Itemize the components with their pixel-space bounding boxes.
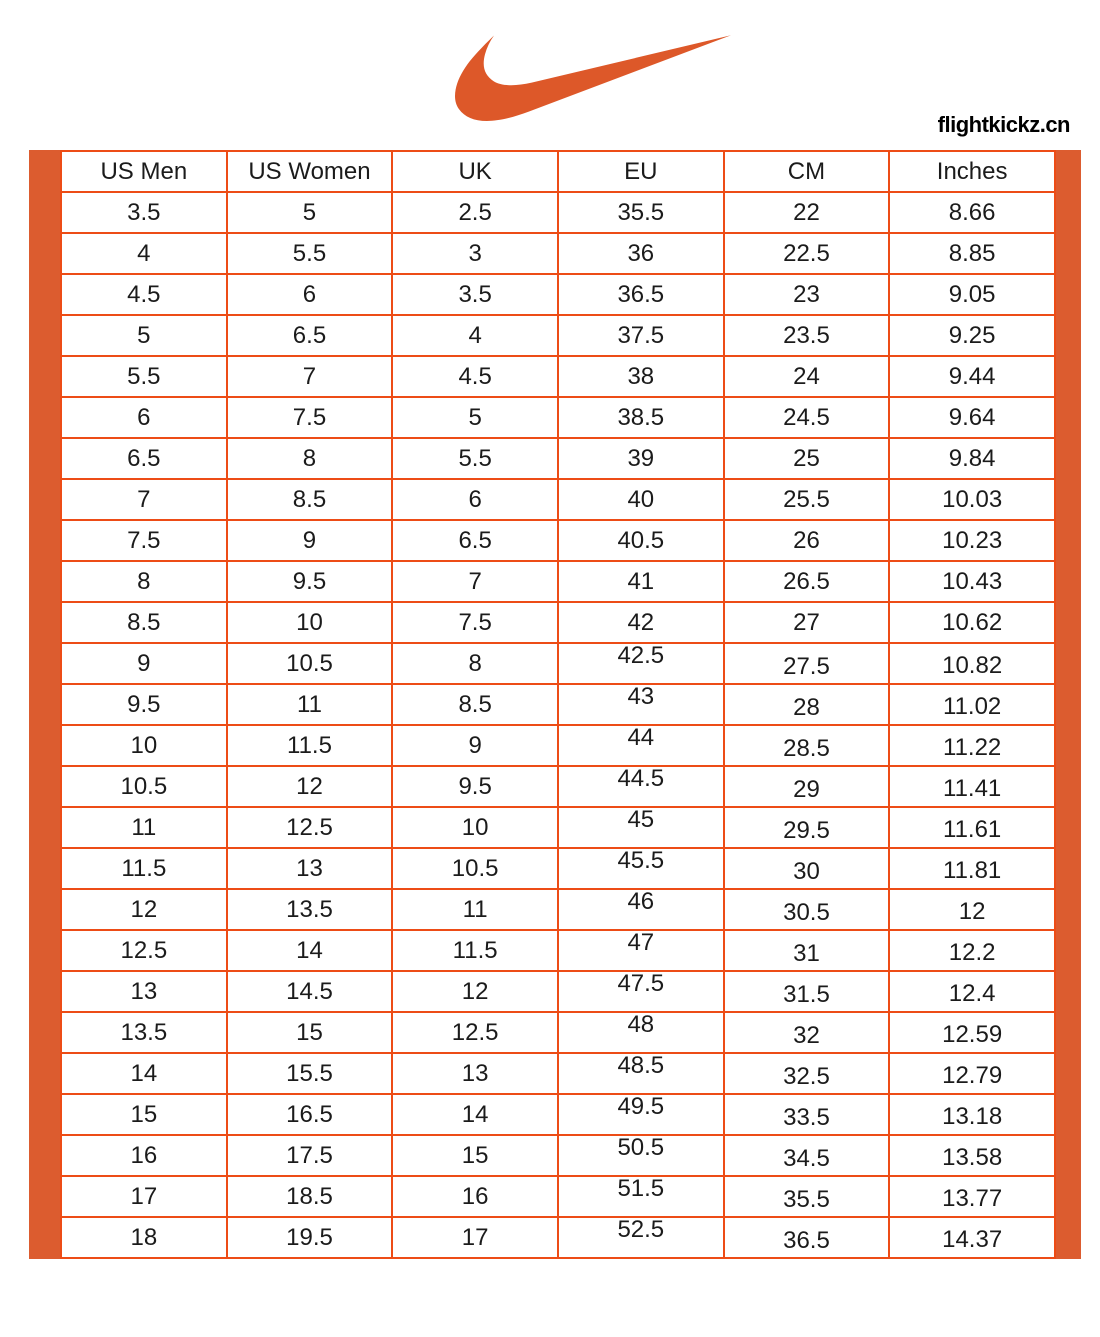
table-cell: 12.2 (889, 930, 1055, 971)
table-cell: 40 (558, 479, 724, 520)
table-row (61, 438, 1055, 479)
table-cell: 40.5 (558, 520, 724, 561)
table-cell: 18.5 (227, 1176, 393, 1217)
table-cell: 28.5 (724, 725, 890, 766)
table-row (61, 192, 1055, 233)
table-cell: 10 (392, 807, 558, 848)
table-cell: 11 (392, 889, 558, 930)
table-cell: 10.23 (889, 520, 1055, 561)
table-cell: 17 (392, 1217, 558, 1258)
table-cell: 36.5 (558, 274, 724, 315)
table-cell: 8.5 (61, 602, 227, 643)
table-cell: 6.5 (227, 315, 393, 356)
table-cell: 24 (724, 356, 890, 397)
table-cell: 5.5 (61, 356, 227, 397)
table-cell: 34.5 (724, 1135, 890, 1176)
table-row (61, 725, 1055, 766)
table-cell: 12.5 (227, 807, 393, 848)
table-row (61, 1217, 1055, 1258)
table-cell: 9.44 (889, 356, 1055, 397)
table-row (61, 479, 1055, 520)
table-cell: 44 (558, 725, 724, 766)
table-cell: 4.5 (61, 274, 227, 315)
table-cell: 9.5 (392, 766, 558, 807)
table-cell: 35.5 (558, 192, 724, 233)
table-cell: 18 (61, 1217, 227, 1258)
table-cell: 31.5 (724, 971, 890, 1012)
table-cell: 26 (724, 520, 890, 561)
size-chart (29, 150, 1081, 1259)
table-cell: 4.5 (392, 356, 558, 397)
table-cell: 10.5 (227, 643, 393, 684)
table-cell: 3.5 (61, 192, 227, 233)
table-row (61, 356, 1055, 397)
table-cell: 8.5 (227, 479, 393, 520)
table-cell: 46 (558, 889, 724, 930)
table-cell: 5.5 (392, 438, 558, 479)
website-url: flightkickz.cn (937, 112, 1070, 137)
table-cell: 15 (227, 1012, 393, 1053)
table-cell: 25 (724, 438, 890, 479)
table-cell: 45.5 (558, 848, 724, 889)
table-row (61, 848, 1055, 889)
table-cell: 13.58 (889, 1135, 1055, 1176)
table-row (61, 1012, 1055, 1053)
table-cell: 12 (227, 766, 393, 807)
table-cell: 8.85 (889, 233, 1055, 274)
table-cell: 12 (61, 889, 227, 930)
table-cell: 32.5 (724, 1053, 890, 1094)
table-cell: 10.62 (889, 602, 1055, 643)
table-cell: 7.5 (61, 520, 227, 561)
table-cell: 8 (392, 643, 558, 684)
column-header-us-women: US Women (227, 151, 393, 192)
table-cell: 8.66 (889, 192, 1055, 233)
table-cell: 29 (724, 766, 890, 807)
table-cell: 10.03 (889, 479, 1055, 520)
table-cell: 12 (889, 889, 1055, 930)
table-cell: 11.81 (889, 848, 1055, 889)
size-conversion-table (60, 150, 1056, 1259)
table-cell: 26.5 (724, 561, 890, 602)
table-cell: 19.5 (227, 1217, 393, 1258)
table-cell: 31 (724, 930, 890, 971)
table-header-row (61, 151, 1055, 192)
table-cell: 22 (724, 192, 890, 233)
table-cell: 12.5 (392, 1012, 558, 1053)
table-cell: 2.5 (392, 192, 558, 233)
table-cell: 45 (558, 807, 724, 848)
table-cell: 50.5 (558, 1135, 724, 1176)
table-cell: 4 (392, 315, 558, 356)
table-cell: 29.5 (724, 807, 890, 848)
table-cell: 13 (227, 848, 393, 889)
table-row (61, 1053, 1055, 1094)
right-accent-bar (1056, 150, 1081, 1259)
table-cell: 16 (61, 1135, 227, 1176)
table-cell: 13.18 (889, 1094, 1055, 1135)
table-cell: 30 (724, 848, 890, 889)
table-row (61, 274, 1055, 315)
table-cell: 28 (724, 684, 890, 725)
table-row (61, 397, 1055, 438)
table-cell: 6 (61, 397, 227, 438)
table-cell: 9.25 (889, 315, 1055, 356)
table-cell: 6.5 (61, 438, 227, 479)
table-cell: 5.5 (227, 233, 393, 274)
table-cell: 4 (61, 233, 227, 274)
table-cell: 11.02 (889, 684, 1055, 725)
table-row (61, 1135, 1055, 1176)
table-cell: 47 (558, 930, 724, 971)
table-cell: 47.5 (558, 971, 724, 1012)
table-cell: 10.5 (392, 848, 558, 889)
table-row (61, 1176, 1055, 1217)
table-cell: 12.59 (889, 1012, 1055, 1053)
table-cell: 13.77 (889, 1176, 1055, 1217)
table-cell: 11.5 (227, 725, 393, 766)
table-cell: 17.5 (227, 1135, 393, 1176)
table-cell: 24.5 (724, 397, 890, 438)
table-cell: 6 (392, 479, 558, 520)
table-row (61, 889, 1055, 930)
table-cell: 15 (392, 1135, 558, 1176)
table-cell: 38.5 (558, 397, 724, 438)
table-cell: 51.5 (558, 1176, 724, 1217)
table-cell: 13 (392, 1053, 558, 1094)
table-cell: 49.5 (558, 1094, 724, 1135)
table-cell: 7 (392, 561, 558, 602)
table-cell: 23 (724, 274, 890, 315)
table-cell: 7 (61, 479, 227, 520)
table-cell: 10.82 (889, 643, 1055, 684)
table-cell: 6.5 (392, 520, 558, 561)
table-cell: 11.5 (392, 930, 558, 971)
table-cell: 16 (392, 1176, 558, 1217)
table-cell: 5 (227, 192, 393, 233)
table-cell: 15.5 (227, 1053, 393, 1094)
table-cell: 12.79 (889, 1053, 1055, 1094)
table-cell: 9.84 (889, 438, 1055, 479)
table-cell: 11 (227, 684, 393, 725)
table-cell: 13.5 (227, 889, 393, 930)
table-cell: 9 (392, 725, 558, 766)
table-cell: 36 (558, 233, 724, 274)
table-cell: 3.5 (392, 274, 558, 315)
table-cell: 41 (558, 561, 724, 602)
table-row (61, 643, 1055, 684)
table-cell: 11.41 (889, 766, 1055, 807)
table-cell: 7.5 (227, 397, 393, 438)
table-cell: 11.22 (889, 725, 1055, 766)
table-cell: 33.5 (724, 1094, 890, 1135)
table-cell: 23.5 (724, 315, 890, 356)
table-cell: 9.5 (227, 561, 393, 602)
table-cell: 5 (392, 397, 558, 438)
left-accent-bar (29, 150, 60, 1259)
table-cell: 43 (558, 684, 724, 725)
nike-swoosh-icon (455, 26, 731, 122)
table-cell: 44.5 (558, 766, 724, 807)
table-cell: 10.43 (889, 561, 1055, 602)
table-cell: 30.5 (724, 889, 890, 930)
table-cell: 16.5 (227, 1094, 393, 1135)
table-cell: 9 (227, 520, 393, 561)
table-cell: 27 (724, 602, 890, 643)
table-cell: 25.5 (724, 479, 890, 520)
table-cell: 52.5 (558, 1217, 724, 1258)
table-cell: 14 (392, 1094, 558, 1135)
table-cell: 35.5 (724, 1176, 890, 1217)
column-header-inches: Inches (889, 151, 1055, 192)
table-cell: 11.61 (889, 807, 1055, 848)
table-cell: 48 (558, 1012, 724, 1053)
table-row (61, 930, 1055, 971)
table-row (61, 315, 1055, 356)
table-cell: 32 (724, 1012, 890, 1053)
column-header-eu: EU (558, 151, 724, 192)
table-cell: 8.5 (392, 684, 558, 725)
table-cell: 9.05 (889, 274, 1055, 315)
table-cell: 5 (61, 315, 227, 356)
table-cell: 10.5 (61, 766, 227, 807)
table-cell: 6 (227, 274, 393, 315)
table-cell: 14 (227, 930, 393, 971)
table-cell: 15 (61, 1094, 227, 1135)
table-cell: 14.5 (227, 971, 393, 1012)
table-cell: 7 (227, 356, 393, 397)
table-row (61, 971, 1055, 1012)
table-cell: 42 (558, 602, 724, 643)
table-cell: 14.37 (889, 1217, 1055, 1258)
table-cell: 7.5 (392, 602, 558, 643)
table-row (61, 520, 1055, 561)
table-cell: 13 (61, 971, 227, 1012)
table-cell: 11.5 (61, 848, 227, 889)
table-cell: 12 (392, 971, 558, 1012)
table-cell: 36.5 (724, 1217, 890, 1258)
table-cell: 22.5 (724, 233, 890, 274)
column-header-cm: CM (724, 151, 890, 192)
table-row (61, 602, 1055, 643)
table-cell: 10 (227, 602, 393, 643)
table-cell: 17 (61, 1176, 227, 1217)
table-cell: 48.5 (558, 1053, 724, 1094)
table-cell: 8 (61, 561, 227, 602)
table-row (61, 807, 1055, 848)
table-cell: 14 (61, 1053, 227, 1094)
table-cell: 9.5 (61, 684, 227, 725)
table-cell: 37.5 (558, 315, 724, 356)
table-row (61, 1094, 1055, 1135)
table-cell: 10 (61, 725, 227, 766)
column-header-us-men: US Men (61, 151, 227, 192)
table-cell: 12.4 (889, 971, 1055, 1012)
table-row (61, 233, 1055, 274)
table-cell: 11 (61, 807, 227, 848)
table-cell: 27.5 (724, 643, 890, 684)
table-row (61, 684, 1055, 725)
table-row (61, 561, 1055, 602)
table-cell: 38 (558, 356, 724, 397)
table-cell: 3 (392, 233, 558, 274)
table-cell: 9 (61, 643, 227, 684)
table-cell: 39 (558, 438, 724, 479)
table-cell: 12.5 (61, 930, 227, 971)
table-cell: 42.5 (558, 643, 724, 684)
column-header-uk: UK (392, 151, 558, 192)
table-row (61, 766, 1055, 807)
table-cell: 9.64 (889, 397, 1055, 438)
table-cell: 13.5 (61, 1012, 227, 1053)
table-cell: 8 (227, 438, 393, 479)
